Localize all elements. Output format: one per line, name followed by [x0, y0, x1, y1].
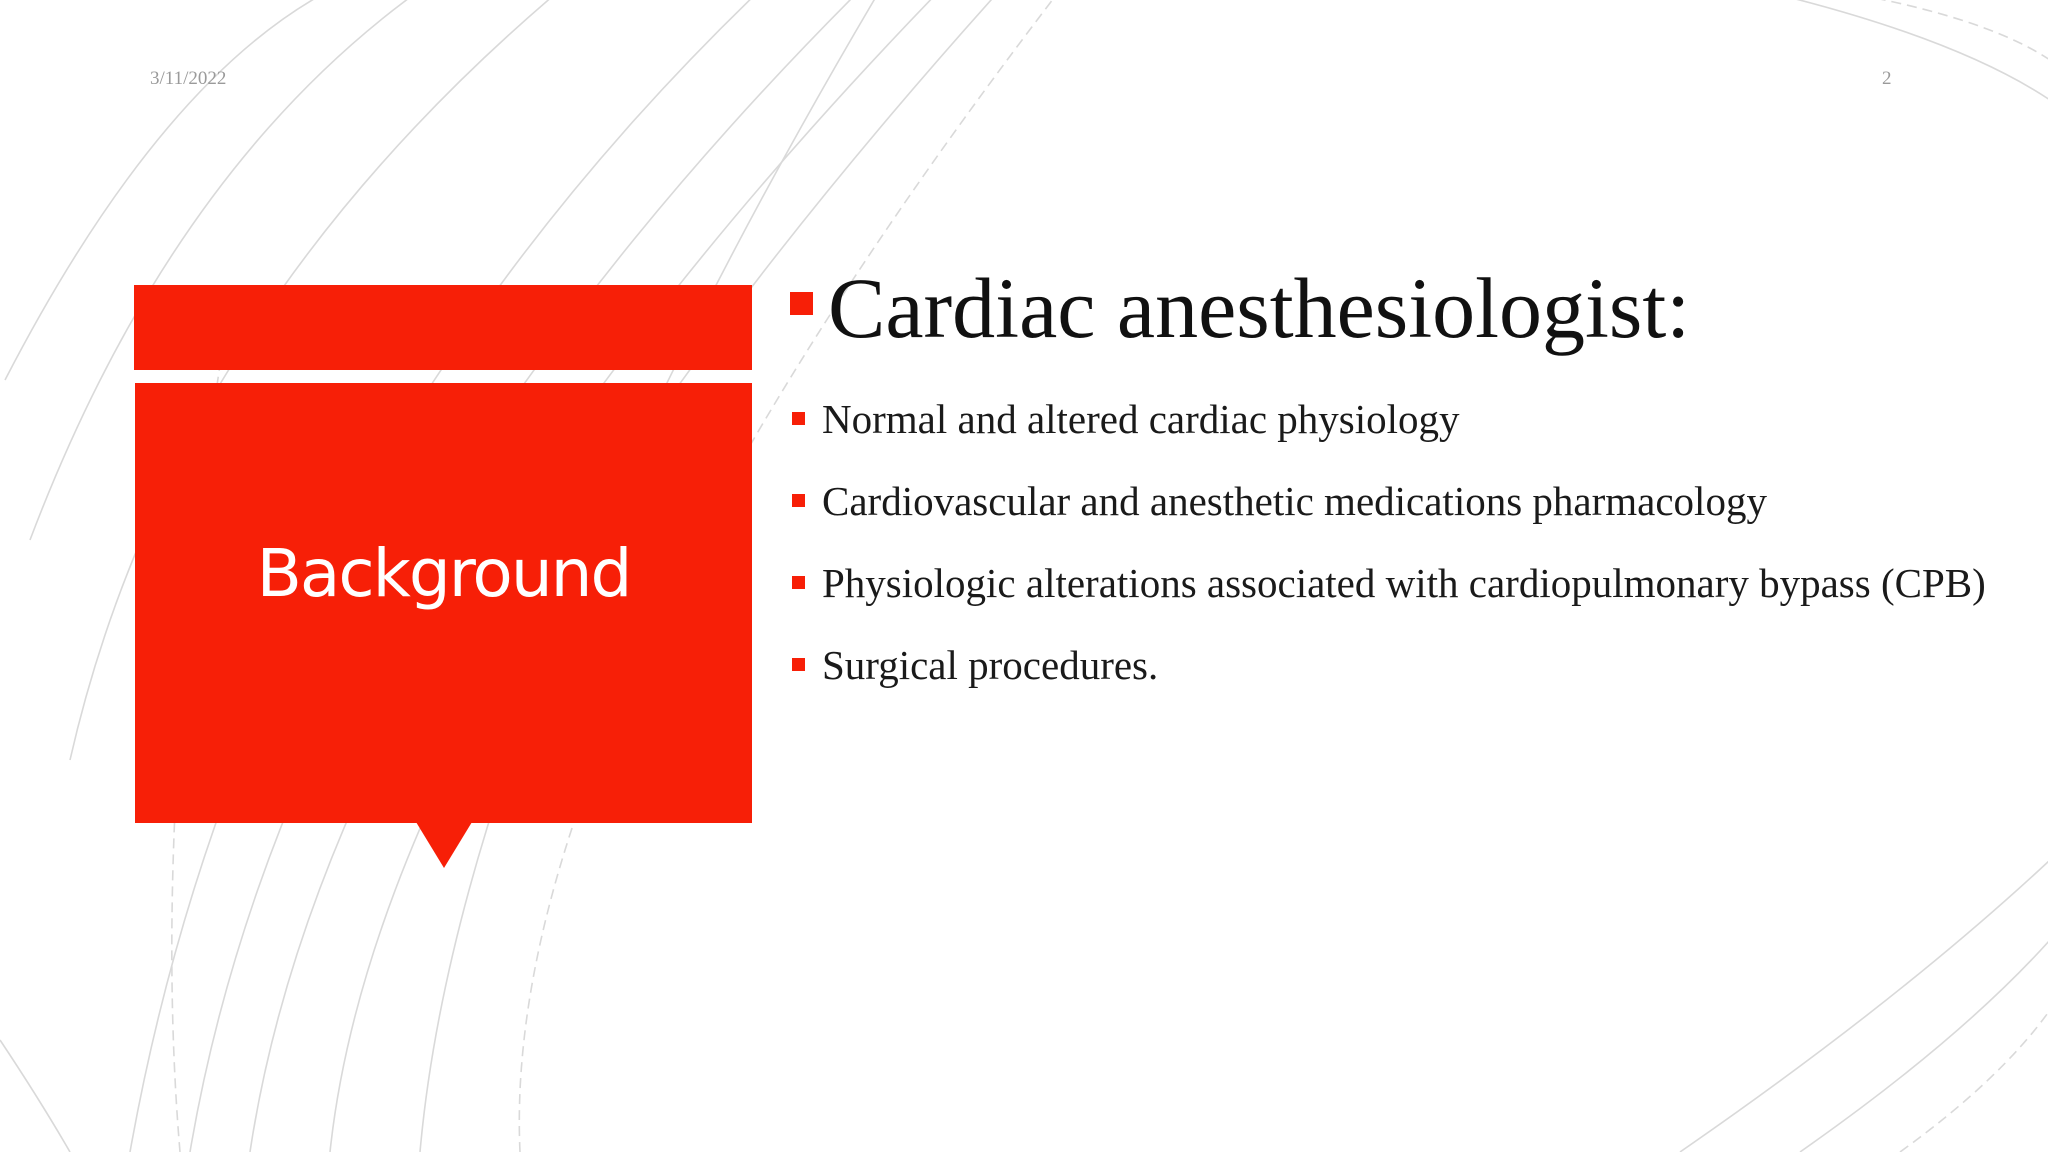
bullet-marker	[792, 412, 805, 425]
list-item	[790, 552, 1990, 614]
list-item	[790, 388, 1990, 450]
bullet-marker	[792, 494, 805, 507]
bullet-marker	[792, 658, 805, 671]
list-item	[790, 470, 1990, 532]
slide-heading: Cardiac anesthesiologist:	[828, 260, 1691, 356]
slide-content	[790, 258, 1990, 688]
bullet-marker	[792, 576, 805, 589]
list-item	[790, 634, 1990, 696]
section-title: Background	[256, 534, 631, 612]
title-accent-bar	[134, 285, 752, 370]
slide-number: 2	[1882, 68, 1892, 89]
slide-date: 3/11/2022	[150, 68, 227, 89]
bullet-text: Normal and altered cardiac physiology	[822, 396, 1460, 442]
bullet-text: Cardiovascular and anesthetic medications pharmacology	[822, 478, 1767, 524]
bullet-text: Surgical procedures.	[822, 642, 1159, 688]
bullet-text: Physiologic alterations associated with cardiopulmonary bypass (CPB)	[822, 560, 1986, 606]
heading-bullet-marker	[790, 292, 813, 315]
callout-pointer	[416, 822, 472, 868]
heading-row	[790, 258, 1990, 358]
bullet-list	[790, 388, 1990, 716]
